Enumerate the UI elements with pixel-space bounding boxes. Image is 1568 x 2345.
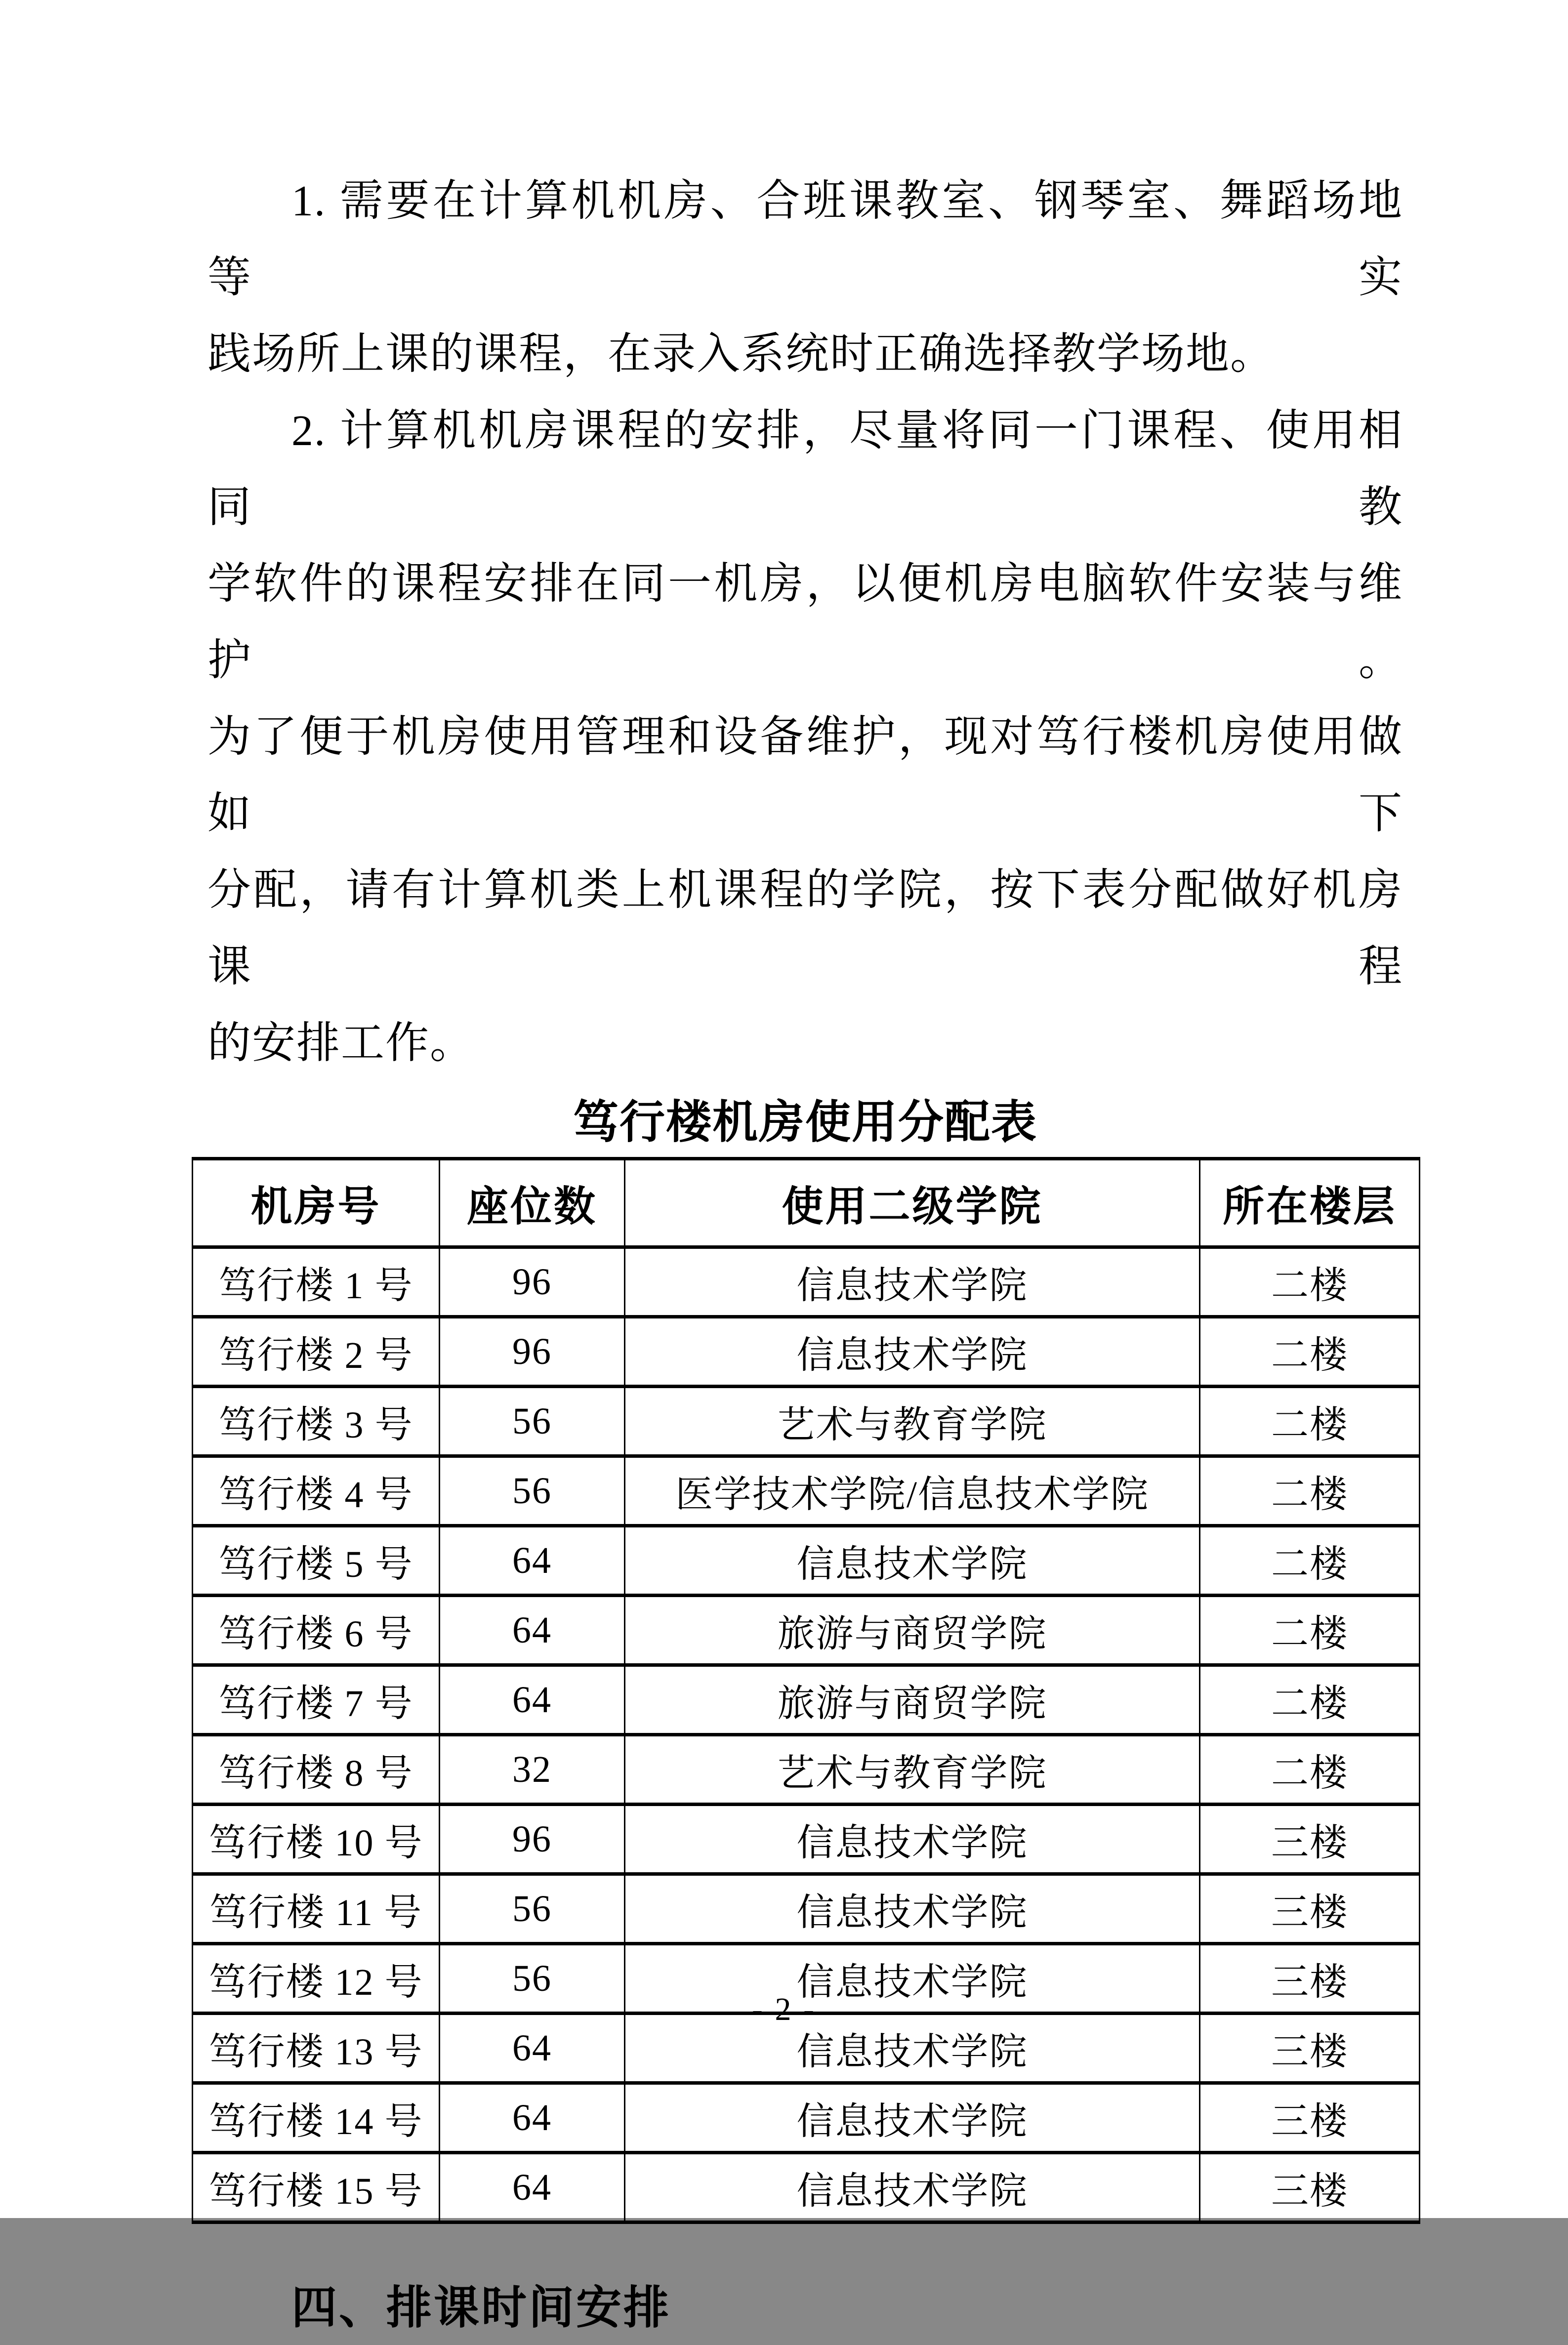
cell-seat-count: 64	[440, 1596, 625, 1665]
cell-college: 信息技术学院	[625, 1874, 1200, 1944]
cell-seat-count: 56	[440, 1944, 625, 2014]
table-row	[193, 1596, 1420, 1665]
cell-seat-count: 64	[440, 2153, 625, 2222]
cell-room-number: 笃行楼 4 号	[193, 1456, 440, 1526]
cell-college: 艺术与教育学院	[625, 1387, 1200, 1456]
cell-seat-count: 96	[440, 1317, 625, 1387]
table-title: 笃行楼机房使用分配表	[573, 1097, 1037, 1148]
cell-room-number: 笃行楼 5 号	[193, 1526, 440, 1596]
table-row	[193, 1247, 1420, 1317]
cell-seat-count: 56	[440, 1456, 625, 1526]
cell-room-number: 笃行楼 8 号	[193, 1735, 440, 1805]
cell-floor: 三楼	[1200, 1944, 1420, 2014]
cell-room-number: 笃行楼 3 号	[193, 1387, 440, 1456]
cell-seat-count: 96	[440, 1805, 625, 1874]
paragraph-1-line-1: 1. 需要在计算机机房、合班课教室、钢琴室、舞蹈场地等实	[207, 177, 1403, 302]
cell-college: 信息技术学院	[625, 1944, 1200, 2014]
paragraph-2-line-2: 学软件的课程安排在同一机房，以便机房电脑软件安装与维护。	[207, 560, 1403, 685]
paragraph-1-line-2: 践场所上课的课程，在录入系统时正确选择教学场地。	[207, 330, 1275, 378]
cell-room-number: 笃行楼 13 号	[193, 2014, 440, 2083]
cell-floor: 三楼	[1200, 2083, 1420, 2153]
table-row	[193, 1665, 1420, 1735]
cell-floor: 二楼	[1200, 1526, 1420, 1596]
cell-seat-count: 64	[440, 2014, 625, 2083]
cell-seat-count: 64	[440, 1665, 625, 1735]
header-floor: 所在楼层	[1200, 1159, 1420, 1247]
cell-seat-count: 56	[440, 1874, 625, 1944]
page-number: - 2 -	[752, 1991, 816, 2027]
paragraph-2-line-1: 2. 计算机机房课程的安排，尽量将同一门课程、使用相同教	[207, 407, 1403, 532]
table-row	[193, 1805, 1420, 1874]
cell-college: 旅游与商贸学院	[625, 1665, 1200, 1735]
cell-room-number: 笃行楼 2 号	[193, 1317, 440, 1387]
paragraph-2-line-5: 的安排工作。	[207, 1020, 475, 1068]
table-body	[193, 1247, 1420, 2222]
cell-college: 信息技术学院	[625, 1805, 1200, 1874]
header-college: 使用二级学院	[625, 1159, 1200, 1247]
cell-room-number: 笃行楼 15 号	[193, 2153, 440, 2222]
cell-college: 信息技术学院	[625, 1317, 1200, 1387]
table-row	[193, 2153, 1420, 2222]
cell-college: 旅游与商贸学院	[625, 1596, 1200, 1665]
section-heading: 四、排课时间安排	[291, 2283, 671, 2333]
cell-college: 信息技术学院	[625, 2014, 1200, 2083]
cell-college: 医学技术学院/信息技术学院	[625, 1456, 1200, 1526]
cell-room-number: 笃行楼 6 号	[193, 1596, 440, 1665]
cell-room-number: 笃行楼 12 号	[193, 1944, 440, 2014]
header-room-number: 机房号	[193, 1159, 440, 1247]
paragraph-2-line-3: 为了便于机房使用管理和设备维护，现对笃行楼机房使用做如下	[207, 713, 1403, 838]
cell-college: 信息技术学院	[625, 1247, 1200, 1317]
cell-floor: 三楼	[1200, 2014, 1420, 2083]
cell-floor: 二楼	[1200, 1387, 1420, 1456]
header-seat-count: 座位数	[440, 1159, 625, 1247]
cell-floor: 二楼	[1200, 1317, 1420, 1387]
cell-seat-count: 32	[440, 1735, 625, 1805]
cell-room-number: 笃行楼 1 号	[193, 1247, 440, 1317]
cell-floor: 三楼	[1200, 2153, 1420, 2222]
table-row	[193, 1456, 1420, 1526]
table-header-row	[193, 1159, 1420, 1247]
cell-college: 艺术与教育学院	[625, 1735, 1200, 1805]
cell-floor: 二楼	[1200, 1596, 1420, 1665]
table-header	[193, 1159, 1420, 1247]
cell-room-number: 笃行楼 10 号	[193, 1805, 440, 1874]
cell-room-number: 笃行楼 14 号	[193, 2083, 440, 2153]
cell-floor: 三楼	[1200, 1805, 1420, 1874]
cell-seat-count: 64	[440, 2083, 625, 2153]
cell-college: 信息技术学院	[625, 2153, 1200, 2222]
cell-floor: 二楼	[1200, 1456, 1420, 1526]
cell-floor: 二楼	[1200, 1735, 1420, 1805]
table-row	[193, 1526, 1420, 1596]
cell-floor: 三楼	[1200, 1874, 1420, 1944]
cell-seat-count: 96	[440, 1247, 625, 1317]
cell-floor: 二楼	[1200, 1665, 1420, 1735]
cell-floor: 二楼	[1200, 1247, 1420, 1317]
table-row	[193, 1317, 1420, 1387]
cell-room-number: 笃行楼 7 号	[193, 1665, 440, 1735]
cell-seat-count: 56	[440, 1387, 625, 1456]
table-row	[193, 1874, 1420, 1944]
table-row	[193, 2083, 1420, 2153]
cell-room-number: 笃行楼 11 号	[193, 1874, 440, 1944]
room-allocation-table	[192, 1157, 1420, 2224]
paragraph-2-line-4: 分配，请有计算机类上机课程的学院，按下表分配做好机房课程	[207, 866, 1403, 991]
table-row	[193, 1735, 1420, 1805]
table-row	[193, 1387, 1420, 1456]
cell-seat-count: 64	[440, 1526, 625, 1596]
cell-college: 信息技术学院	[625, 2083, 1200, 2153]
cell-college: 信息技术学院	[625, 1526, 1200, 1596]
